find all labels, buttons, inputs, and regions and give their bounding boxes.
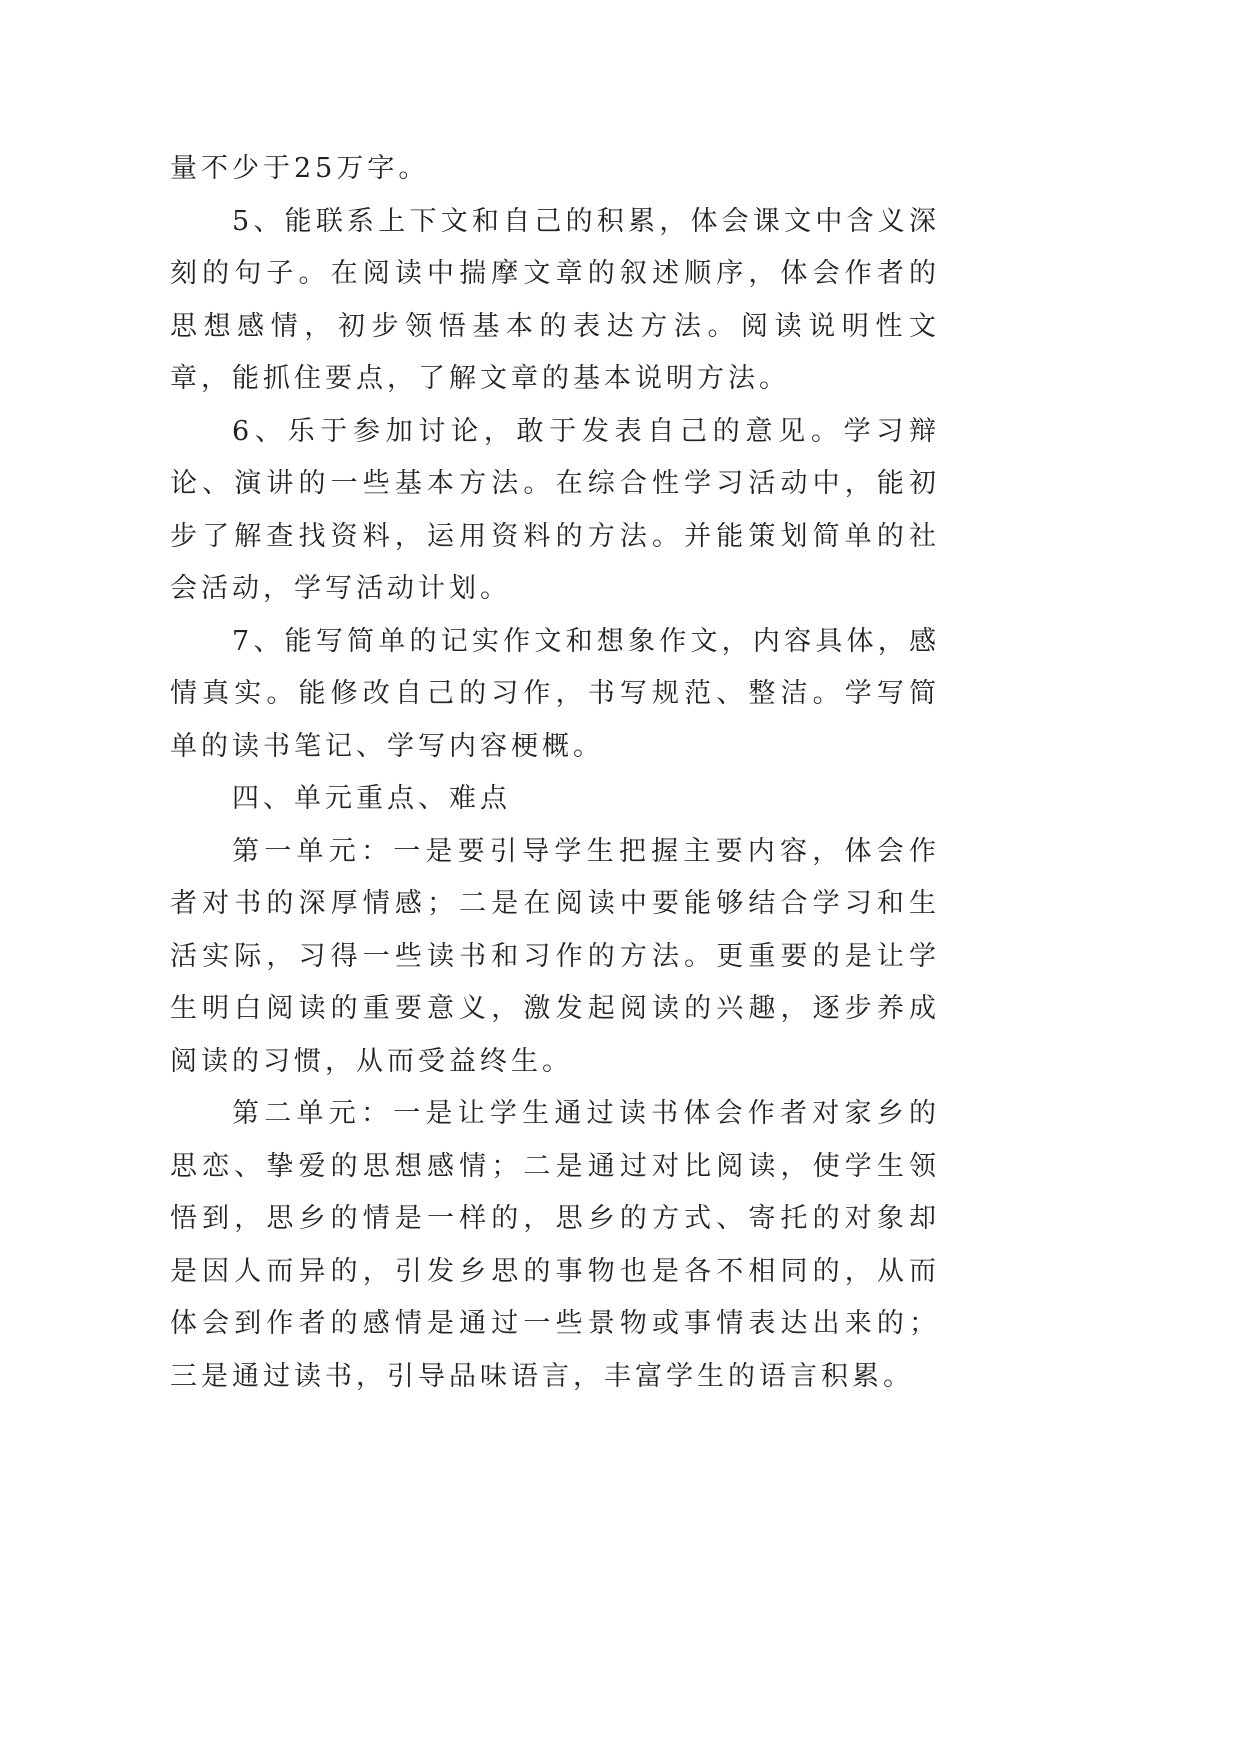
paragraph-item-7: 7、能写简单的记实作文和想象作文，内容具体，感情真实。能修改自己的习作，书写规范、整洁。学写简单的读书笔记、学写内容梗概。 <box>170 625 940 762</box>
paragraph-item-6: 6、乐于参加讨论，敢于发表自己的意见。学习辩论、演讲的一些基本方法。在综合性学习活动中，能初步了解查找资料，运用资料的方法。并能策划简单的社会活动，学写活动计划。 <box>170 415 940 604</box>
paragraph-item-5: 5、能联系上下文和自己的积累，体会课文中含义深刻的句子。在阅读中揣摩文章的叙述顺序，体会作者的思想感情，初步领悟基本的表达方法。阅读说明性文章，能抓住要点，了解文章的基本说明方法。 <box>170 205 940 394</box>
paragraph-unit-1: 第一单元：一是要引导学生把握主要内容，体会作者对书的深厚情感；二是在阅读中要能够结合学习和生活实际，习得一些读书和习作的方法。更重要的是让学生明白阅读的重要意义，激发起阅读的兴趣，逐步养成阅读的习惯，从而受益终生。 <box>170 835 940 1077</box>
section-heading: 四、单元重点、难点 <box>232 783 511 814</box>
paragraph-unit-2: 第二单元：一是让学生通过读书体会作者对家乡的思恋、挚爱的思想感情；二是通过对比阅读，使学生领悟到，思乡的情是一样的，思乡的方式、寄托的对象却是因人而异的，引发乡思的事物也是各不相同的，从而体会到作者的感情是通过一些景物或事情表达出来的；三是通过读书，引导品味语言，丰富学生的语言积累。 <box>170 1098 940 1392</box>
document-body <box>170 143 940 1403</box>
paragraph-continuation: 量不少于25万字。 <box>170 153 430 184</box>
